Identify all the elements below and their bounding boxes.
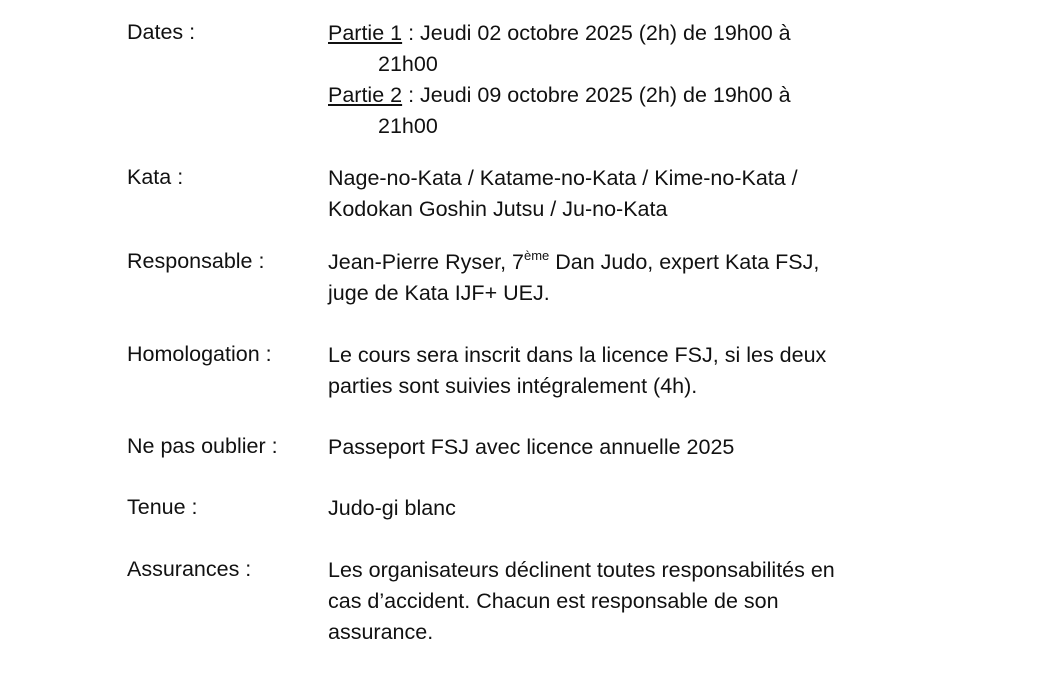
dates-part2-line xyxy=(328,80,928,111)
dates-part1-label: Partie 1 xyxy=(328,21,403,45)
content-homologation xyxy=(328,340,928,402)
content-ne-pas-oublier xyxy=(328,432,928,463)
assurances-line-2: cas d’accident. Chacun est responsable de son xyxy=(328,589,779,613)
responsable-name: Jean-Pierre Ryser, 7 xyxy=(328,250,524,274)
label-tenue: Tenue : xyxy=(127,495,198,519)
homologation-line-1: Le cours sera inscrit dans la licence FSJ, si les deux xyxy=(328,343,827,367)
tenue-text: Judo-gi blanc xyxy=(328,496,456,520)
ne-pas-oublier-text: Passeport FSJ avec licence annuelle 2025 xyxy=(328,435,735,459)
content-dates xyxy=(328,18,928,142)
kata-line-1: Nage-no-Kata / Katame-no-Kata / Kime-no-Kata / xyxy=(328,166,798,190)
responsable-line-2: juge de Kata IJF+ UEJ. xyxy=(328,281,550,305)
content-tenue xyxy=(328,493,928,524)
responsable-title: Dan Judo, expert Kata FSJ, xyxy=(549,250,820,274)
responsable-line-1 xyxy=(328,247,928,278)
label-ne-pas-oublier: Ne pas oublier : xyxy=(127,434,278,458)
content-assurances xyxy=(328,555,928,648)
homologation-line-2: parties sont suivies intégralement (4h). xyxy=(328,374,698,398)
label-dates: Dates : xyxy=(127,20,196,44)
kata-line-2: Kodokan Goshin Jutsu / Ju-no-Kata xyxy=(328,197,668,221)
dates-part1-end: 21h00 xyxy=(378,52,438,76)
content-kata xyxy=(328,163,928,225)
dates-part1-text: : Jeudi 02 octobre 2025 (2h) de 19h00 à xyxy=(402,21,791,45)
label-assurances: Assurances : xyxy=(127,557,252,581)
content-responsable xyxy=(328,247,928,309)
responsable-dan-superscript: ème xyxy=(523,247,550,263)
dates-part1-line xyxy=(328,18,928,49)
assurances-line-1: Les organisateurs déclinent toutes responsabilités en xyxy=(328,558,835,582)
assurances-line-3: assurance. xyxy=(328,620,434,644)
label-responsable: Responsable : xyxy=(127,249,265,273)
label-homologation: Homologation : xyxy=(127,342,272,366)
dates-part2-label: Partie 2 xyxy=(328,83,403,107)
dates-part2-end: 21h00 xyxy=(378,114,438,138)
label-kata: Kata : xyxy=(127,165,184,189)
dates-part2-text: : Jeudi 09 octobre 2025 (2h) de 19h00 à xyxy=(402,83,791,107)
